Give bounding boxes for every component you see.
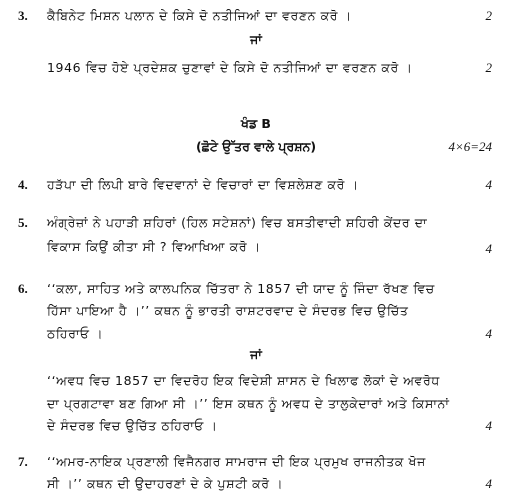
question-6-alt-marks: 4 xyxy=(485,418,492,433)
question-7-number: 7. xyxy=(18,454,28,469)
question-6-or: ਜਾਂ xyxy=(250,347,262,362)
question-6-number: 6. xyxy=(18,281,28,296)
question-5-number: 5. xyxy=(18,215,28,230)
question-4-marks: 4 xyxy=(485,177,492,192)
section-subtitle: (ਛੋਟੇ ਉੱਤਰ ਵਾਲੇ ਪ੍ਰਸ਼ਨ) xyxy=(195,139,317,154)
question-6-alt-line1: ‘‘ਅਵਧ ਵਿਚ 1857 ਦਾ ਵਿਦਰੋਹ ਇਕ ਵਿਦੇਸ਼ੀ ਸ਼ਾਸਨ ਦੇ ਖਿਲਾਫ ਲੋਕਾਂ ਦੇ ਅਵਰੋਧ xyxy=(47,373,440,388)
question-3-text: ਕੈਬਿਨੇਟ ਮਿਸ਼ਨ ਪਲਾਨ ਦੇ ਕਿਸੇ ਦੋ ਨਤੀਜਿਆਂ ਦਾ ਵਰਣਨ ਕਰੋ । xyxy=(47,8,352,23)
section-marks: 4×6=24 xyxy=(448,139,492,154)
question-5-text-line2: ਵਿਕਾਸ ਕਿਉਂ ਕੀਤਾ ਸੀ ? ਵਿਆਖਿਆ ਕਰੋ । xyxy=(47,239,261,254)
question-7-text-line2: ਸੀ ।’’ ਕਥਨ ਦੀ ਉਦਾਹਰਣਾਂ ਦੇ ਕੇ ਪੁਸ਼ਟੀ ਕਰੋ । xyxy=(47,476,284,491)
question-7-text-line1: ‘‘ਅਮਰ-ਨਾਇਕ ਪ੍ਰਣਾਲੀ ਵਿਜੈਨਗਰ ਸਾਮਰਾਜ ਦੀ ਇਕ ਪ੍ਰਮੁਖ ਰਾਜਨੀਤਕ ਖੋਜ xyxy=(47,454,426,469)
question-6-text-line1: ‘‘ਕਲਾ, ਸਾਹਿਤ ਅਤੇ ਕਾਲਪਨਿਕ ਚਿੱਤਰਾ ਨੇ 1857 ਦੀ ਯਾਦ ਨੂੰ ਜਿੰਦਾ ਰੱਖਣ ਵਿਚ xyxy=(47,281,435,296)
question-6-text-line2: ਹਿੱਸਾ ਪਾਇਆ ਹੈ ।’’ ਕਥਨ ਨੂੰ ਭਾਰਤੀ ਰਾਸ਼ਟਰਵਾਦ ਦੇ ਸੰਦਰਭ ਵਿਚ ਉਚਿੱਤ xyxy=(47,303,409,318)
question-6-alt-line2: ਦਾ ਪ੍ਰਗਟਾਵਾ ਬਣ ਗਿਆ ਸੀ ।’’ ਇਸ ਕਥਨ ਨੂੰ ਅਵਧ ਦੇ ਤਾਲੁਕੇਦਾਰਾਂ ਅਤੇ ਕਿਸਾਨਾਂ xyxy=(47,396,450,411)
question-6-text-line3: ਠਹਿਰਾਓ । xyxy=(47,326,104,341)
question-5-text-line1: ਅੰਗ੍ਰੇਜ਼ਾਂ ਨੇ ਪਹਾੜੀ ਸ਼ਹਿਰਾਂ (ਹਿਲ ਸਟੇਸ਼ਨਾਂ) ਵਿਚ ਬਸਤੀਵਾਦੀ ਸ਼ਹਿਰੀ ਕੇਂਦਰ ਦਾ xyxy=(47,215,428,230)
question-4-number: 4. xyxy=(18,177,28,192)
question-3-alt-text: 1946 ਵਿਚ ਹੋਏ ਪ੍ਰਦੇਸ਼ਕ ਚੁਣਾਵਾਂ ਦੇ ਕਿਸੇ ਦੋ ਨਤੀਜਿਆਂ ਦਾ ਵਰਣਨ ਕਰੋ । xyxy=(47,60,413,75)
question-3-number: 3. xyxy=(18,8,28,23)
section-title: ਖੰਡ B xyxy=(241,116,271,131)
question-3-or: ਜਾਂ xyxy=(250,32,262,47)
question-3-marks: 2 xyxy=(485,8,492,23)
question-3-alt-marks: 2 xyxy=(485,60,492,75)
question-6-marks: 4 xyxy=(485,326,492,341)
question-6-alt-line3: ਦੇ ਸੰਦਰਭ ਵਿਚ ਉਚਿੱਤ ਠਹਿਰਾਓ । xyxy=(47,418,218,433)
question-7-marks: 4 xyxy=(485,476,492,491)
question-5-marks: 4 xyxy=(485,241,492,256)
question-4-text: ਹੜੱਪਾ ਦੀ ਲਿਪੀ ਬਾਰੇ ਵਿਦਵਾਨਾਂ ਦੇ ਵਿਚਾਰਾਂ ਦਾ ਵਿਸ਼ਲੇਸ਼ਣ ਕਰੋ । xyxy=(47,177,359,192)
